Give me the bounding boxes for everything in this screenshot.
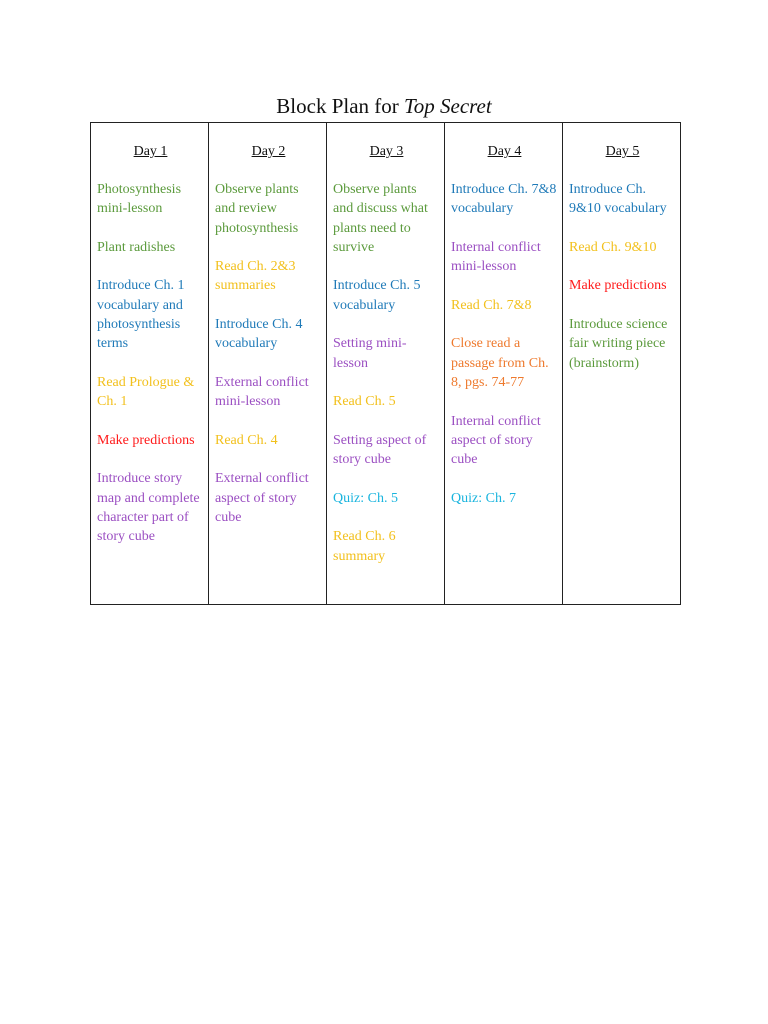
day-1-entry-6: Introduce story map and complete character part of story cube bbox=[97, 471, 200, 545]
day-2-entry-1: Observe plants and review photosynthesis bbox=[215, 182, 299, 236]
day-1-entry-1: Photosynthesis mini-lesson bbox=[97, 182, 182, 217]
day-3-entry-1: Observe plants and discuss what plants need to survive bbox=[333, 182, 428, 255]
day-2-entry-2: Read Ch. 2&3 summaries bbox=[215, 259, 296, 294]
day-1-column bbox=[91, 123, 209, 605]
day-5-column bbox=[563, 123, 681, 605]
day-3-column bbox=[327, 123, 445, 605]
day-3-entry-6: Quiz: Ch. 5 bbox=[333, 490, 398, 506]
table-row bbox=[91, 123, 681, 605]
day-2-entry-6: External conflict aspect of story cube bbox=[215, 471, 309, 526]
day-4-entry-5: Internal conflict aspect of story cube bbox=[451, 413, 541, 468]
day-3-entry-2: Introduce Ch. 5 vocabulary bbox=[333, 278, 421, 313]
day-2-column bbox=[209, 123, 327, 605]
day-5-entry-4: Introduce science fair writing piece (brainstorm) bbox=[569, 317, 668, 371]
day-2-entry-3: Introduce Ch. 4 vocabulary bbox=[215, 317, 303, 352]
day-4-entry-3: Read Ch. 7&8 bbox=[451, 297, 532, 313]
day-5-header: Day 5 bbox=[605, 144, 640, 159]
day-2-entry-4: External conflict mini-lesson bbox=[215, 374, 309, 410]
day-4-entry-2: Internal conflict mini-lesson bbox=[451, 239, 541, 275]
day-5-entry-1: Introduce Ch. 9&10 vocabulary bbox=[569, 182, 667, 217]
page-title bbox=[0, 92, 768, 120]
day-3-header: Day 3 bbox=[369, 144, 404, 159]
block-plan-table bbox=[90, 122, 681, 605]
day-4-entry-4: Close read a passage from Ch. 8, pgs. 74-77 bbox=[451, 336, 549, 390]
title-book-name: Top Secret bbox=[404, 94, 492, 118]
day-1-entry-2: Plant radishes bbox=[97, 239, 176, 255]
day-4-entry-6: Quiz: Ch. 7 bbox=[451, 490, 516, 506]
day-4-entry-1: Introduce Ch. 7&8 vocabulary bbox=[451, 182, 557, 217]
day-3-entry-4: Read Ch. 5 bbox=[333, 394, 396, 410]
day-1-entry-4: Read Prologue & Ch. 1 bbox=[97, 374, 195, 410]
day-5-entry-2: Read Ch. 9&10 bbox=[569, 239, 657, 255]
title-prefix: Block Plan for bbox=[276, 94, 405, 118]
day-4-header: Day 4 bbox=[487, 144, 522, 159]
day-2-entry-5: Read Ch. 4 bbox=[215, 432, 278, 448]
day-2-header: Day 2 bbox=[251, 144, 286, 159]
day-4-column bbox=[445, 123, 563, 605]
day-1-header: Day 1 bbox=[133, 144, 168, 159]
day-3-entry-5: Setting aspect of story cube bbox=[333, 432, 427, 468]
day-5-entry-3: Make predictions bbox=[569, 278, 667, 294]
day-1-entry-3: Introduce Ch. 1 vocabulary and photosynthesis terms bbox=[97, 278, 185, 352]
day-3-entry-3: Setting mini-lesson bbox=[333, 336, 407, 371]
day-3-entry-7: Read Ch. 6 summary bbox=[333, 529, 396, 564]
day-1-entry-5: Make predictions bbox=[97, 432, 195, 448]
